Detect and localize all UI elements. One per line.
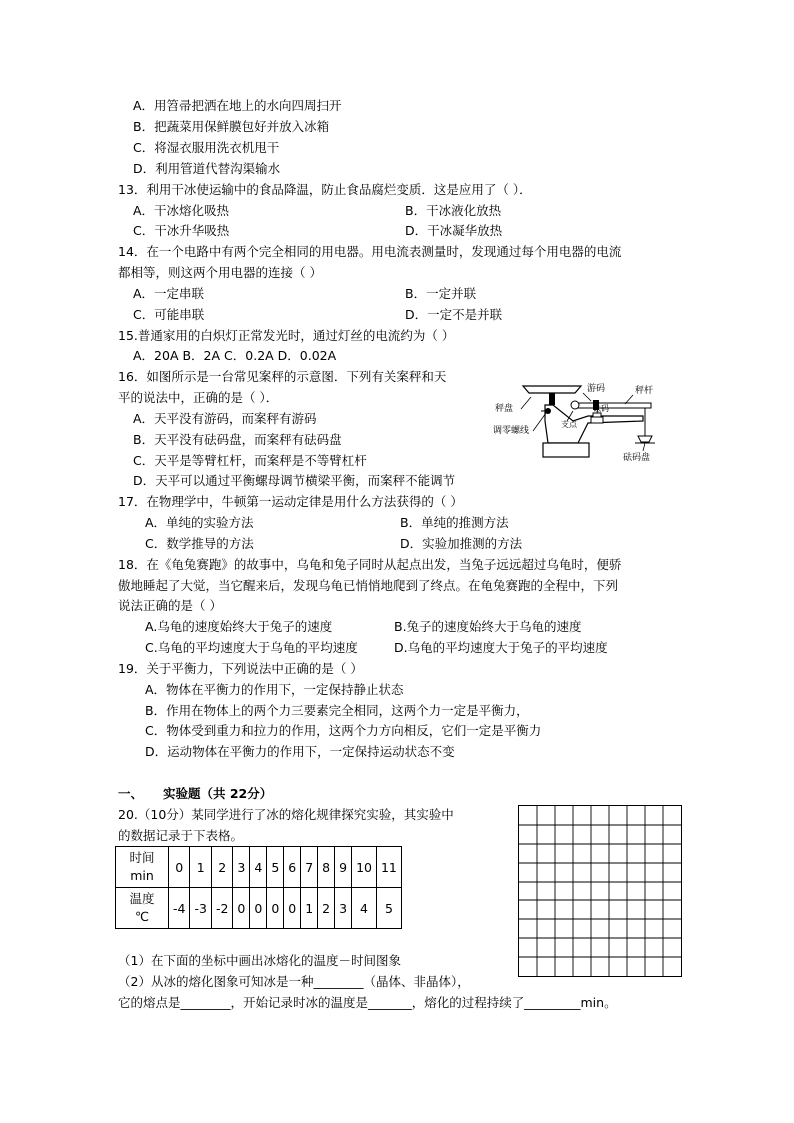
q14-stem-line1: 14．在一个电路中有两个完全相同的用电器。用电流表测量时，发现通过每个用电器的电流 [118,244,622,259]
q13-option-c: C．干冰升华吸热 [133,223,230,238]
label-weight-pan: 砝码盘 [623,453,651,463]
q16-option-a: A．天平没有游码，而案秤有游码 [133,411,317,426]
label-weight: 砝码 [593,404,609,413]
q13-option-d: D．干冰凝华放热 [405,223,503,238]
label-beam: 秤杆 [635,386,654,396]
time-cell: 9 [335,847,352,888]
blank-coordinate-grid[interactable] [518,805,682,977]
q12-option-a: A．用笤帚把洒在地上的水向四周扫开 [133,98,342,113]
q16-stem-line2: 平的说法中，正确的是（ ）． [118,390,279,405]
q18-stem-line3: 说法正确的是（ ） [118,598,222,613]
q19-option-c: C．物体受到重力和拉力的作用，这两个力方向相反，它们一定是平衡力 [145,723,542,738]
table-row-time [116,847,402,888]
q17-option-a: A．单纯的实验方法 [145,515,254,530]
time-cell: 0 [169,847,190,888]
q20-part1: （1）在下面的坐标中画出冰熔化的温度－时间图象 [118,953,401,968]
q18-option-b: B.兔子的速度始终大于乌龟的速度 [394,619,582,634]
temp-cell: 5 [376,888,401,929]
temp-cell: -4 [169,888,190,929]
section-number: 一、 [118,786,144,801]
q18-option-d: D.乌龟的平均速度大于兔子的平均速度 [394,640,608,655]
q19-option-b: B．作用在物体上的两个力三要素完全相同，这两个力一定是平衡力， [145,703,529,718]
q20-stem-line2: 的数据记录于下表格。 [118,828,244,843]
q15-options: A．20A B．2A C．0.2A D．0.02A [133,348,337,363]
q16-option-d: D．天平可以通过平衡螺母调节横梁平衡，而案秤不能调节 [133,473,456,488]
table-header-temperature [116,888,169,929]
section-title: 实验题（共 22分） [163,786,273,801]
time-cell: 10 [352,847,377,888]
temp-cell: 1 [301,888,318,929]
label-adjust-screw: 调零螺线 [493,426,530,436]
table-header-time [116,847,169,888]
q13-option-b: B．干冰液化放热 [405,203,502,218]
time-cell: 2 [211,847,232,888]
q14-option-b: B．一定并联 [405,286,477,301]
q14-option-a: A．一定串联 [133,286,205,301]
q20-part2-line1[interactable]: （2）从冰的熔化图象可知冰是一种________（晶体、非晶体）， [118,974,470,989]
q12-option-d: D．利用管道代替沟渠输水 [133,161,281,176]
temp-cell: -2 [211,888,232,929]
q18-stem-line2: 傲地睡起了大觉，当它醒来后，发现乌龟已悄悄地爬到了终点。在龟兔赛跑的全程中，下列 [118,578,619,593]
q13-stem: 13．利用干冰使运输中的食品降温，防止食品腐烂变质．这是应用了（ ）． [118,182,532,197]
q18-stem-line1: 18．在《龟兔赛跑》的故事中，乌龟和兔子同时从起点出发，当兔子远远超过乌龟时，便骄 [118,557,622,572]
q14-stem-line2: 都相等，则这两个用电器的连接（ ） [118,265,322,280]
table-row-temperature [116,888,402,929]
q19-stem: 19．关于平衡力，下列说法中正确的是（ ） [118,661,363,676]
temp-cell: 0 [233,888,250,929]
q14-option-d: D．一定不是并联 [405,307,503,322]
q19-option-d: D．运动物体在平衡力的作用下，一定保持运动状态不变 [145,744,455,759]
platform-scale-diagram [493,381,677,463]
q16-stem-line1: 16．如图所示是一台常见案秤的示意图．下列有关案秤和天 [118,369,447,384]
q15-stem: 15.普通家用的白炽灯正常发光时，通过灯丝的电流约为（ ） [118,328,455,343]
q14-option-c: C．可能串联 [133,307,205,322]
time-cell: 6 [284,847,301,888]
label-weight-slider: 游码 [587,384,606,394]
time-cell: 11 [376,847,401,888]
q13-option-a: A．干冰熔化吸热 [133,203,230,218]
time-cell: 5 [267,847,284,888]
label-pan: 秤盘 [495,404,514,414]
q12-option-c: C．将湿衣服用洗衣机甩干 [133,140,280,155]
q16-option-c: C．天平是等臂杠杆，而案秤是不等臂杠杆 [133,453,367,468]
temp-cell: 0 [267,888,284,929]
temp-cell: 0 [250,888,267,929]
q17-stem: 17．在物理学中，牛顿第一运动定律是用什么方法获得的（ ） [118,494,463,509]
q18-option-a: A.乌龟的速度始终大于兔子的速度 [145,619,333,634]
temperature-unit: ℃ [134,909,150,924]
q20-part2-line2[interactable]: 它的熔点是________，开始记录时冰的温度是_______，熔化的过程持续了_________min。 [118,995,617,1010]
temp-cell: 3 [335,888,352,929]
time-cell: 1 [190,847,211,888]
melting-data-table [115,846,402,929]
q12-option-b: B．把蔬菜用保鲜膜包好并放入冰箱 [133,119,330,134]
q17-option-d: D．实验加推测的方法 [400,536,523,551]
temp-cell: 0 [284,888,301,929]
time-cell: 3 [233,847,250,888]
time-cell: 8 [318,847,335,888]
temp-cell: 2 [318,888,335,929]
q16-option-b: B．天平没有砝码盘，而案秤有砝码盘 [133,432,342,447]
temp-cell: -3 [190,888,211,929]
time-cell: 4 [250,847,267,888]
q17-option-b: B．单纯的推测方法 [400,515,509,530]
q19-option-a: A．物体在平衡力的作用下，一定保持静止状态 [145,682,404,697]
time-cell: 7 [301,847,318,888]
time-unit: min [130,868,154,883]
temperature-label: 温度 [129,891,155,906]
label-fulcrum: 支点 [561,420,577,429]
time-label: 时间 [129,850,155,865]
temp-cell: 4 [352,888,377,929]
q20-stem-line1: 20.（10分）某同学进行了冰的熔化规律探究实验，其实验中 [118,807,454,822]
q18-option-c: C.乌龟的平均速度大于乌龟的平均速度 [145,640,358,655]
q17-option-c: C．数学推导的方法 [145,536,254,551]
